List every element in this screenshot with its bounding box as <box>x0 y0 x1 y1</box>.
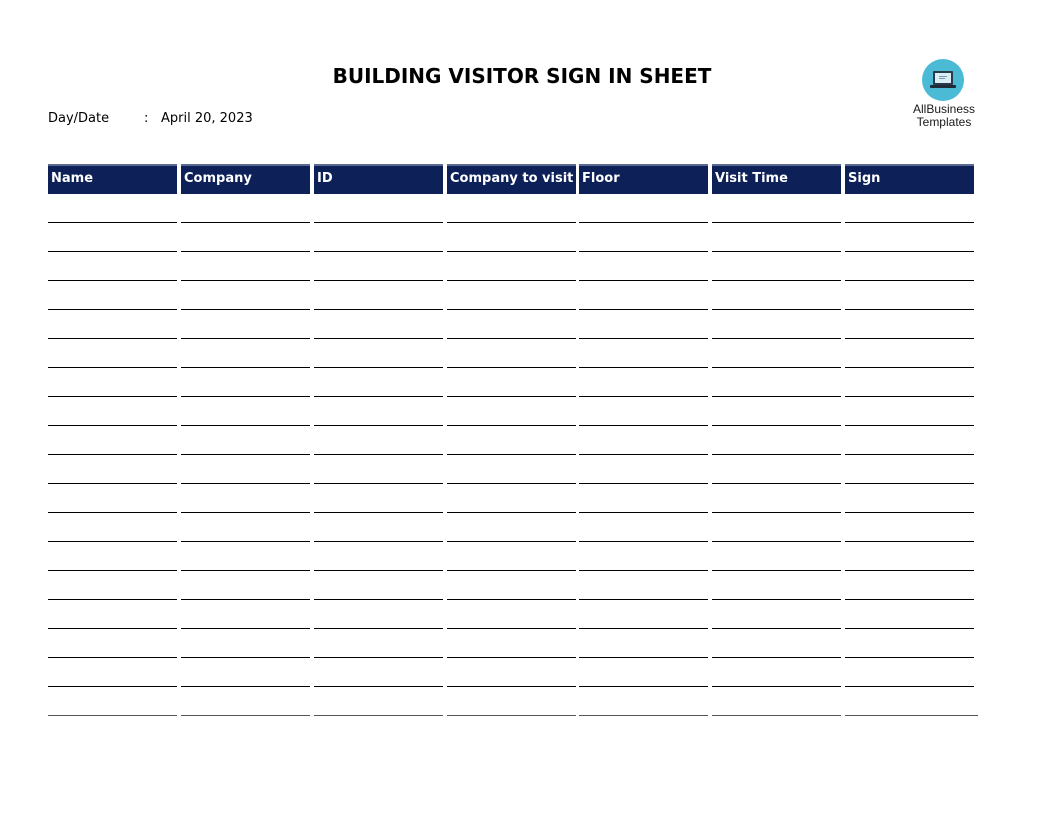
column-header-floor: Floor <box>579 164 708 194</box>
table-row <box>48 397 978 426</box>
table-row <box>48 484 978 513</box>
entry-field-company-to-visit[interactable] <box>447 715 576 716</box>
visitor-table <box>48 164 978 716</box>
column-header-company: Company <box>181 164 310 194</box>
entry-field-visit-time[interactable] <box>712 715 841 716</box>
table-row <box>48 455 978 484</box>
table-row <box>48 194 978 223</box>
date-label: Day/Date <box>48 111 110 126</box>
date-value[interactable]: April 20, 2023 <box>161 111 253 126</box>
table-row <box>48 426 978 455</box>
table-row <box>48 658 978 687</box>
table-row <box>48 368 978 397</box>
logo-line-1: AllBusiness <box>912 102 976 116</box>
entry-field-company[interactable] <box>181 715 310 716</box>
table-row <box>48 571 978 600</box>
entry-field-name[interactable] <box>48 715 177 716</box>
entry-field-sign[interactable] <box>845 715 978 716</box>
date-separator: : <box>144 111 149 126</box>
table-row <box>48 542 978 571</box>
column-header-id: ID <box>314 164 443 194</box>
column-header-company-to-visit: Company to visit <box>447 164 576 194</box>
allbusiness-logo <box>900 59 988 131</box>
table-row <box>48 223 978 252</box>
table-row <box>48 629 978 658</box>
table-header-row <box>48 164 978 194</box>
logo-line-2: Templates <box>916 115 972 129</box>
table-row <box>48 339 978 368</box>
logo-text <box>900 103 988 129</box>
page-title: BUILDING VISITOR SIGN IN SHEET <box>332 64 712 88</box>
column-header-name: Name <box>48 164 177 194</box>
table-row <box>48 310 978 339</box>
table-row <box>48 281 978 310</box>
table-row <box>48 513 978 542</box>
column-header-visit-time: Visit Time <box>712 164 841 194</box>
table-row <box>48 252 978 281</box>
laptop-icon <box>922 59 964 101</box>
table-body <box>48 194 978 716</box>
entry-field-floor[interactable] <box>579 715 708 716</box>
table-row <box>48 687 978 716</box>
table-row <box>48 600 978 629</box>
column-header-sign: Sign <box>845 164 974 194</box>
entry-field-id[interactable] <box>314 715 443 716</box>
